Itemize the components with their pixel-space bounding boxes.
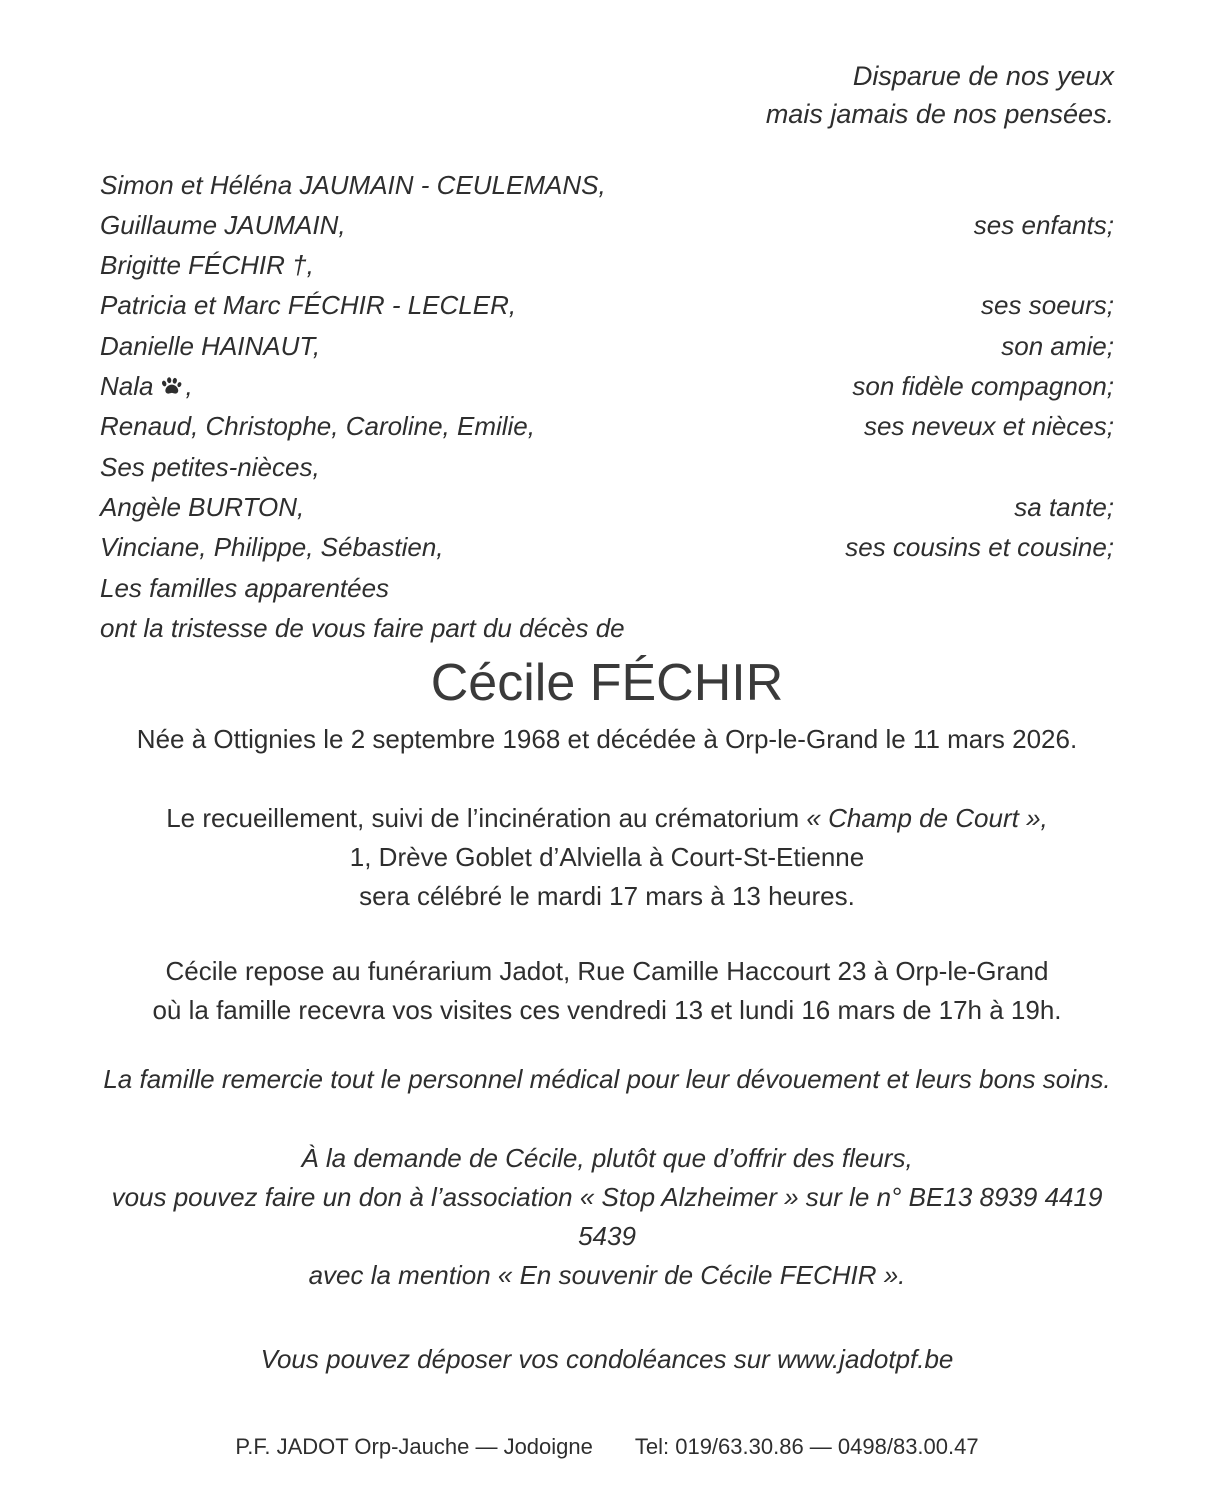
donation-paragraph (100, 1139, 1114, 1295)
family-row (100, 413, 1114, 440)
family-row (100, 169, 1114, 200)
family-member: Brigitte FÉCHIR †, (100, 250, 314, 281)
ceremony-paragraph (100, 799, 1114, 916)
family-row (100, 534, 1114, 561)
paw-icon (159, 375, 183, 402)
relationship-label: ses enfants; (973, 209, 1114, 240)
deceased-name: Cécile FÉCHIR (430, 654, 784, 713)
visitation-line-2: où la famille recevra vos visites ces vendredi 13 et lundi 16 mars de 17h à 19h. (152, 995, 1062, 1026)
condolences-line: Vous pouvez déposer vos condoléances sur www.jadotpf.be (260, 1344, 954, 1375)
family-row (100, 373, 1114, 400)
family-list (100, 169, 1114, 643)
family-member: Simon et Héléna JAUMAIN - CEULEMANS, (100, 169, 606, 200)
family-row (100, 330, 1114, 361)
ceremony-line-1 (100, 799, 1114, 838)
family-row (100, 292, 1114, 319)
family-row (100, 252, 1114, 279)
donation-line-1: À la demande de Cécile, plutôt que d’offrir des fleurs, (301, 1143, 913, 1174)
family-member (100, 373, 193, 400)
relationship-label: ses cousins et cousine; (845, 532, 1114, 563)
relationship-label: son fidèle compagnon; (852, 371, 1114, 402)
ceremony-line-3: sera célébré le mardi 17 mars à 13 heures. (359, 881, 855, 912)
family-member: Patricia et Marc FÉCHIR - LECLER, (100, 290, 517, 321)
epigraph (100, 58, 1114, 134)
family-row (100, 491, 1114, 522)
family-row (100, 209, 1114, 240)
family-row (100, 612, 1114, 643)
pet-name: Nala (100, 371, 154, 402)
relationship-label: ses neveux et nièces; (863, 411, 1114, 442)
funeral-home-name: P.F. JADOT Orp-Jauche — Jodoigne (235, 1434, 593, 1460)
family-row (100, 572, 1114, 603)
family-member: Danielle HAINAUT, (100, 330, 321, 361)
donation-line-3: avec la mention « En souvenir de Cécile FECHIR ». (308, 1260, 906, 1291)
relationship-label: son amie; (1001, 330, 1114, 361)
family-member: Renaud, Christophe, Caroline, Emilie, (100, 411, 535, 442)
ceremony-line-1-regular: Le recueillement, suivi de l’incinération au crématorium (166, 803, 807, 834)
ceremony-line-2: 1, Drève Goblet d’Alviella à Court-St-Etienne (349, 842, 865, 873)
epigraph-line-2: mais jamais de nos pensées. (765, 98, 1114, 129)
funeral-home-footer (100, 1434, 1114, 1460)
announcement-lead: ont la tristesse de vous faire part du décès de (100, 612, 625, 643)
family-member: Vinciane, Philippe, Sébastien, (100, 532, 444, 563)
family-member: Guillaume JAUMAIN, (100, 209, 346, 240)
pet-name-suffix: , (185, 371, 193, 402)
visitation-paragraph (100, 952, 1114, 1030)
family-member: Ses petites-nièces, (100, 451, 320, 482)
ceremony-line-1-italic: « Champ de Court », (806, 803, 1048, 834)
epigraph-line-1: Disparue de nos yeux (852, 61, 1114, 91)
visitation-line-1: Cécile repose au funérarium Jadot, Rue Camille Haccourt 23 à Orp-le-Grand (165, 956, 1049, 987)
phone-numbers: Tel: 019/63.30.86 — 0498/83.00.47 (634, 1434, 979, 1460)
relationship-label: sa tante; (1014, 491, 1114, 522)
family-member: Angèle BURTON, (100, 491, 305, 522)
family-row (100, 451, 1114, 482)
family-group: Les familles apparentées (100, 572, 390, 603)
donation-line-2: vous pouvez faire un don à l’association « Stop Alzheimer » sur le n° BE13 8939 4419 5439 (111, 1182, 1103, 1252)
relationship-label: ses soeurs; (981, 290, 1114, 321)
birth-death-line: Née à Ottignies le 2 septembre 1968 et décédée à Orp-le-Grand le 11 mars 2026. (136, 724, 1078, 755)
thanks-line: La famille remercie tout le personnel médical pour leur dévouement et leurs bons soins. (103, 1064, 1111, 1095)
